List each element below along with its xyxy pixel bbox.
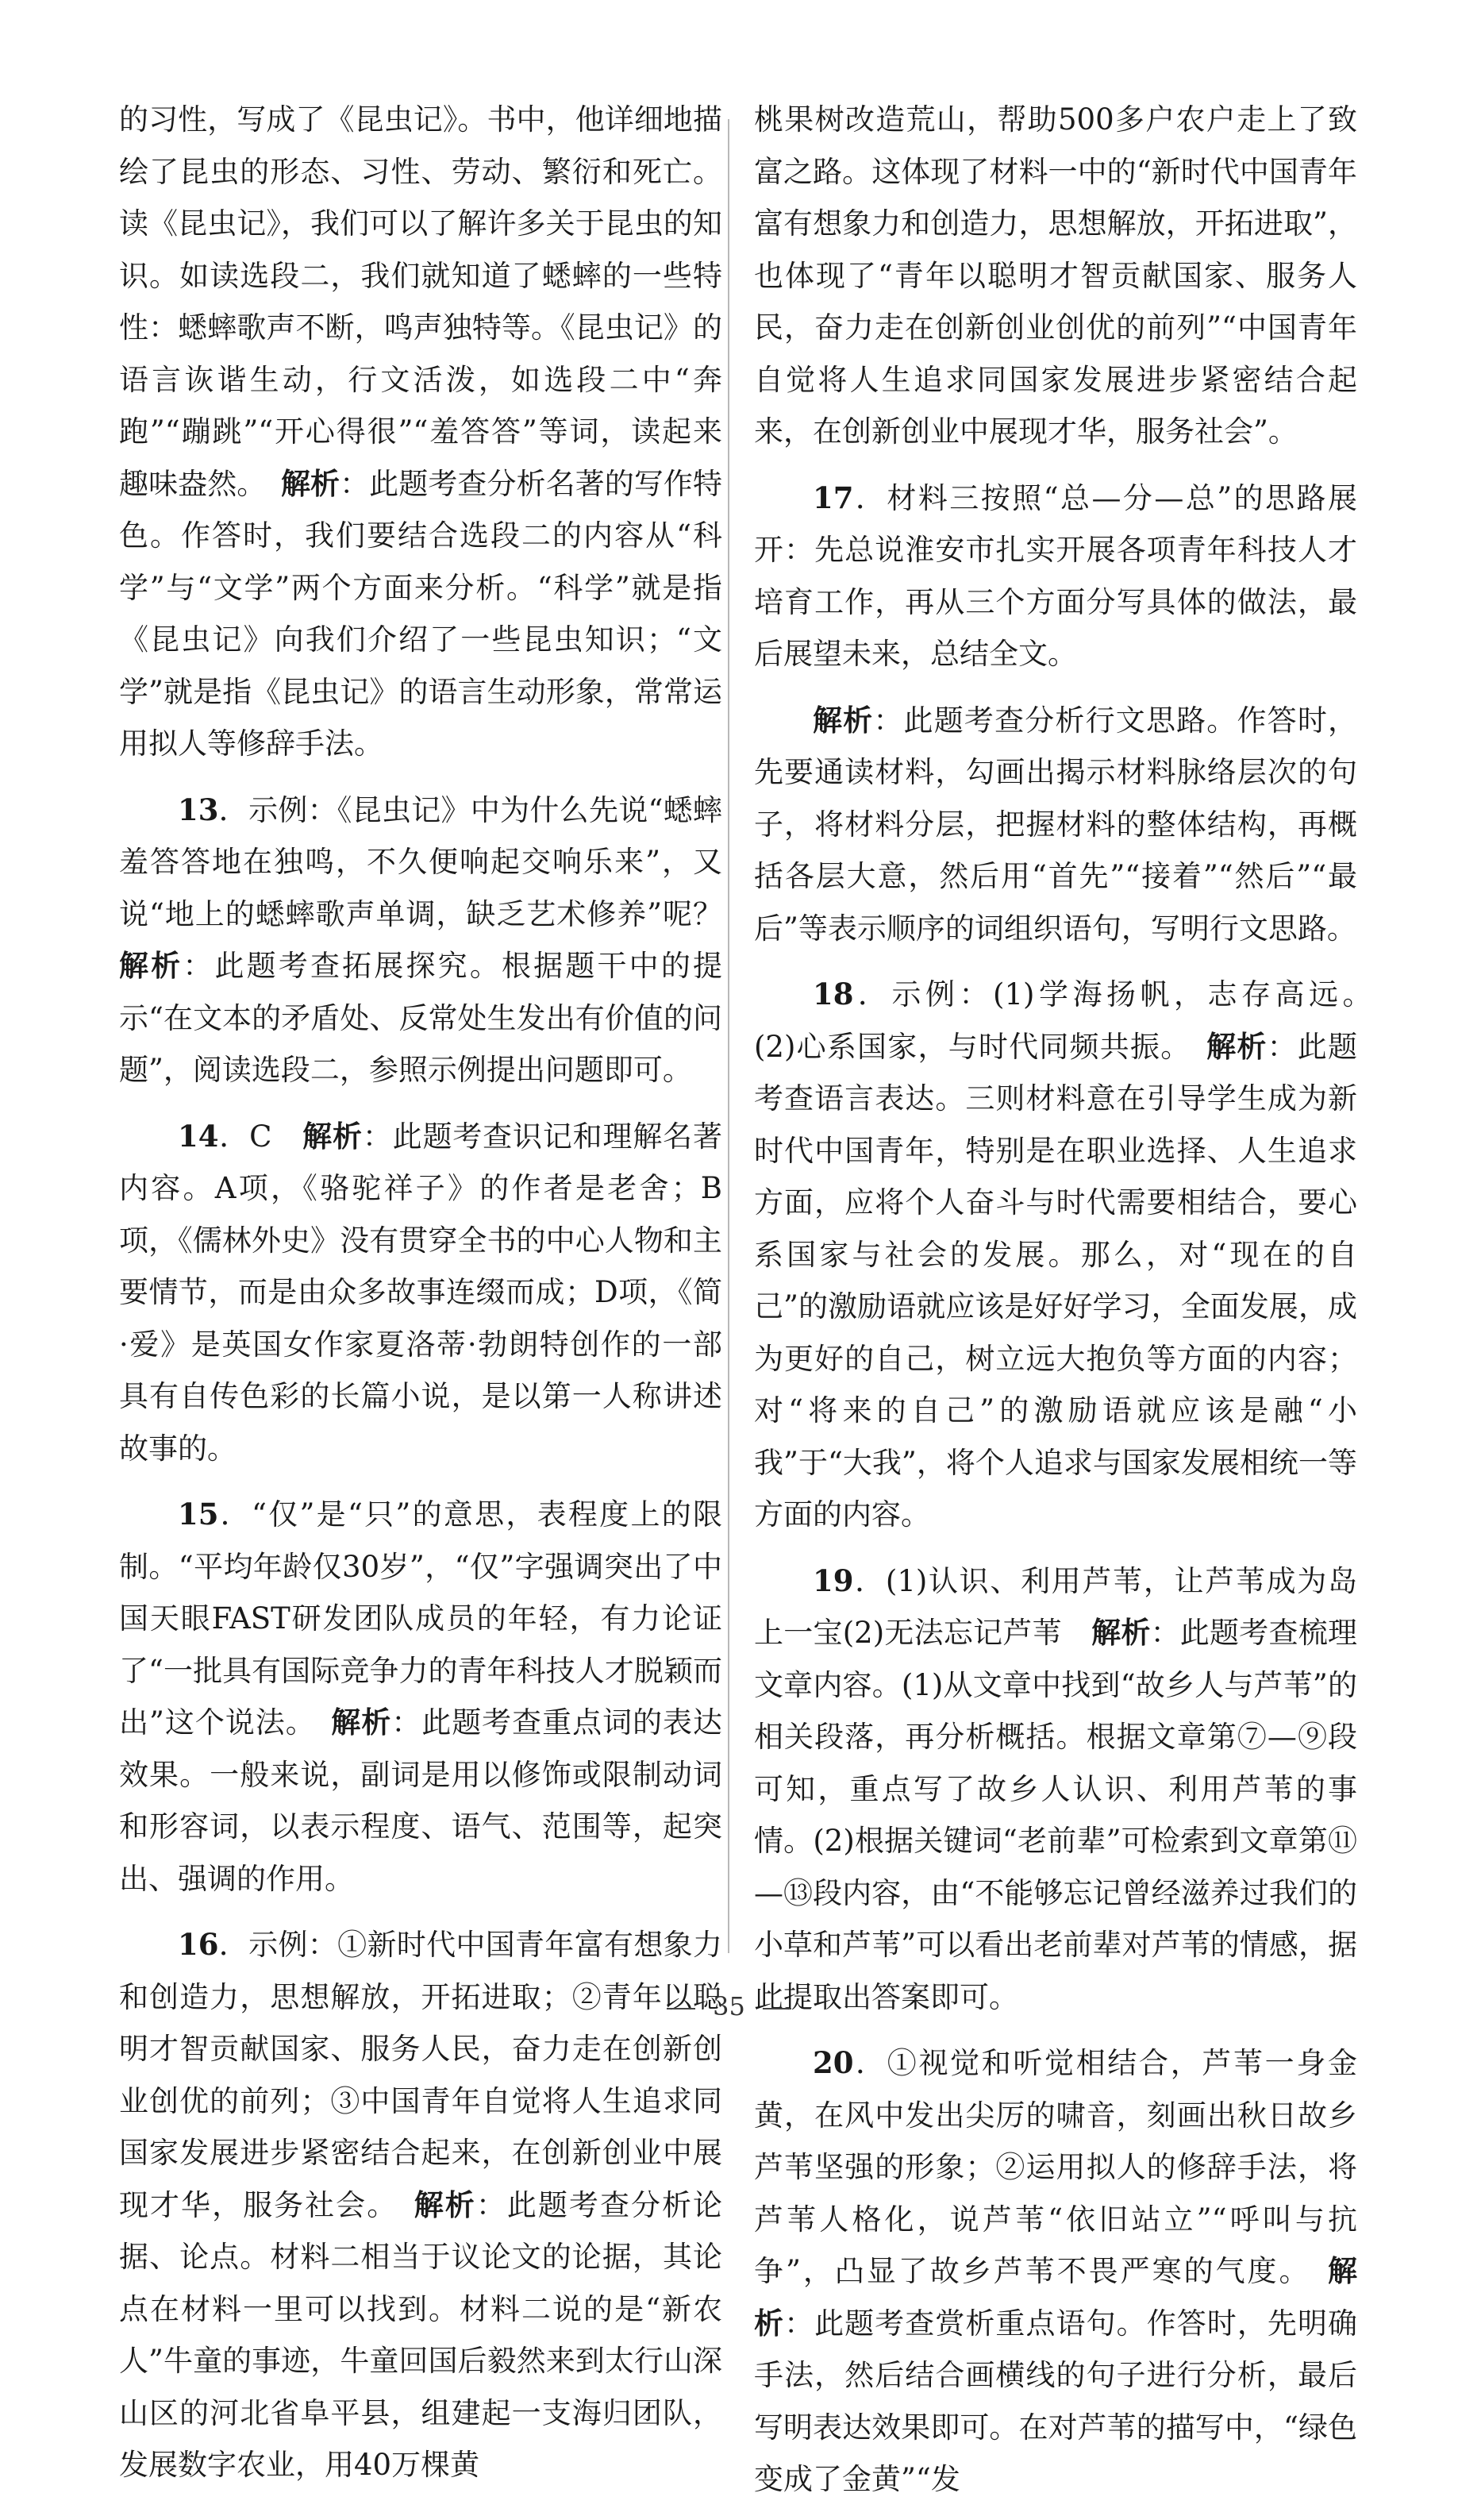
analysis-label: 解析	[280, 465, 340, 501]
analysis-text: ：此题考查语言表达。三则材料意在引导学生成为新时代中国青年，特别是在职业选择、人生追求方面，应将个人奋斗与时代需要相结合，要心系国家与社会的发展。那么，对“现在的自己”的激励语就应该是好好学习，全面发展，成为更好的自己，树立远大抱负等方面的内容；对“将来的自己”的激励语就应该是融“小我”于“大我”，将个人追求与国家发展相统一等方面的内容。	[754, 1029, 1358, 1532]
analysis-text: ：此题考查梳理文章内容。(1)从文章中找到“故乡人与芦苇”的相关段落，再分析概括。根据文章第⑦—⑨段可知，重点写了故乡人认识、利用芦苇的事情。(2)根据关键词“老前辈”可检索到文章第⑪—⑬段内容，由“不能够忘记曾经滋养过我们的小草和芦苇”可以看出老前辈对芦苇的情感，据此提取出答案即可。	[754, 1616, 1358, 2014]
question-number: 20	[813, 2045, 854, 2080]
answer-12-continued	[119, 94, 722, 770]
analysis-text: ：此题考查识记和理解名著内容。A项，《骆驼祥子》的作者是老舍；B项，《儒林外史》没有贯穿全书的中心人物和主要情节，而是由众多故事连缀而成；D项，《简·爱》是英国女作家夏洛蒂·勃朗特创作的一部具有自传色彩的长篇小说，是以第一人称讲述故事的。	[119, 1119, 723, 1466]
question-number: 13	[178, 792, 219, 827]
answer-13	[119, 784, 722, 1096]
answer-19	[754, 1555, 1357, 2024]
answer-15	[119, 1489, 722, 1905]
answer-text: ．(1)认识、利用芦苇，让芦苇成为岛上一宝(2)无法忘记芦苇	[754, 1563, 1357, 1650]
answer-text: ．示例：(1)学海扬帆，志存高远。 (2)心系国家，与时代同频共振。	[754, 977, 1387, 1064]
left-column	[119, 94, 722, 2506]
analysis-text: ：此题考查赏析重点语句。作答时，先明确手法，然后结合画横线的句子进行分析，最后写明表达效果即可。在对芦苇的描写中，“绿色变成了金黄”“发	[754, 2306, 1358, 2496]
analysis-text: ：此题考查重点词的表达效果。一般来说，副词是用以修饰或限制动词和形容词，以表示程度、语气、范围等，起突出、强调的作用。	[119, 1705, 723, 1896]
answer-14	[119, 1111, 722, 1475]
column-divider	[728, 119, 729, 1953]
analysis-text: 桃果树改造荒山，帮助500多户农户走上了致富之路。这体现了材料一中的“新时代中国青年富有想象力和创造力，思想解放，开拓进取”，也体现了“青年以聪明才智贡献国家、服务人民，奋力走在创新创业创优的前列”“中国青年自觉将人生追求同国家发展进步紧密结合起来，在创新创业中展现才华，服务社会”。	[754, 102, 1357, 449]
question-number: 17	[813, 480, 854, 515]
answer-text: ．C	[218, 1119, 272, 1154]
analysis-text: ：此题考查分析行文思路。作答时，先要通读材料，勾画出揭示材料脉络层次的句子，将材料分层，把握材料的整体结构，再概括各层大意，然后用“首先”“接着”“然后”“最后”等表示顺序的词组织语句，写明行文思路。	[754, 703, 1358, 946]
analysis-label: 解析	[1091, 1615, 1151, 1650]
answer-text: ．示例：《昆虫记》中为什么先说“蟋蟀羞答答地在独鸣，不久便响起交响乐来”，又说“地上的蟋蟀歌声单调，缺乏艺术修养”呢？	[119, 792, 722, 931]
analysis-label: 解析	[302, 1118, 363, 1154]
answer-text: ．材料三按照“总—分—总”的思路展开：先总说淮安市扎实开展各项青年科技人才培育工作，再从三个方面分写具体的做法，最后展望未来，总结全文。	[754, 480, 1357, 671]
analysis-label: 解析	[414, 2187, 476, 2222]
question-number: 14	[178, 1118, 219, 1154]
analysis-17	[754, 695, 1357, 955]
analysis-text: ：此题考查分析名著的写作特色。作答时，我们要结合选段二的内容从“科学”与“文学”两个方面来分析。“科学”就是指《昆虫记》向我们介绍了一些昆虫知识；“文学”就是指《昆虫记》的语言生动形象，常常运用拟人等修辞手法。	[119, 466, 723, 761]
question-number: 19	[813, 1562, 854, 1598]
footer-dash-right	[763, 2008, 791, 2009]
analysis-text: ：此题考查拓展探究。根据题干中的提示“在文本的矛盾处、反常处生发出有价值的问题”，阅读选段二，参照示例提出问题即可。	[119, 949, 723, 1087]
analysis-label: 解析	[754, 2253, 1357, 2341]
answer-text: ．“仅”是“只”的意思，表程度上的限制。“平均年龄仅30岁”，“仅”字强调突出了中国天眼FAST研发团队成员的年轻，有力论证了“一批具有国际竞争力的青年科技人才脱颖而出”这个说法。	[119, 1497, 722, 1740]
page-number: 35	[713, 1991, 745, 2021]
right-column	[754, 94, 1387, 2520]
analysis-label: 解析	[119, 948, 183, 983]
question-number: 18	[813, 977, 854, 1011]
analysis-label: 解析	[813, 702, 874, 738]
analysis-label: 解析	[1206, 1028, 1268, 1064]
analysis-label: 解析	[331, 1705, 392, 1740]
question-number: 16	[178, 1927, 219, 1962]
footer-dash-left	[667, 2008, 695, 2009]
question-number: 15	[178, 1497, 219, 1532]
page-footer	[0, 1991, 1458, 2021]
answer-16-continued	[754, 94, 1357, 458]
answer-text: 的习性，写成了《昆虫记》。书中，他详细地描绘了昆虫的形态、习性、劳动、繁衍和死亡。读《昆虫记》，我们可以了解许多关于昆虫的知识。如读选段二，我们就知道了蟋蟀的一些特性：蟋蟀歌声不断，鸣声独特等。《昆虫记》的语言诙谐生动，行文活泼，如选段二中“奔跑”“蹦跳”“开心得很”“羞答答”等词，读起来趣味盎然。	[119, 102, 722, 501]
answer-text: ．示例：①新时代中国青年富有想象力和创造力，思想解放，开拓进取；②青年以聪明才智贡献国家、服务人民，奋力走在创新创业创优的前列；③中国青年自觉将人生追求同国家发展进步紧密结合起来，在创新创业中展现才华，服务社会。	[119, 1928, 722, 2222]
answer-20	[754, 2037, 1357, 2506]
analysis-text: ：此题考查分析论据、论点。材料二相当于议论文的论据，其论点在材料一里可以找到。材料二说的是“新农人”牛童的事迹，牛童回国后毅然来到太行山深山区的河北省阜平县，组建起一支海归团队，发展数字农业，用40万棵黄	[119, 2187, 723, 2482]
answer-18	[754, 969, 1387, 1541]
answer-text: ．①视觉和听觉相结合，芦苇一身金黄，在风中发出尖厉的啸音，刻画出秋日故乡芦苇坚强的形象；②运用拟人的修辞手法，将芦苇人格化，说芦苇“依旧站立”“呼叫与抗争”，凸显了故乡芦苇不畏严寒的气度。	[754, 2046, 1357, 2288]
answer-17	[754, 472, 1357, 680]
